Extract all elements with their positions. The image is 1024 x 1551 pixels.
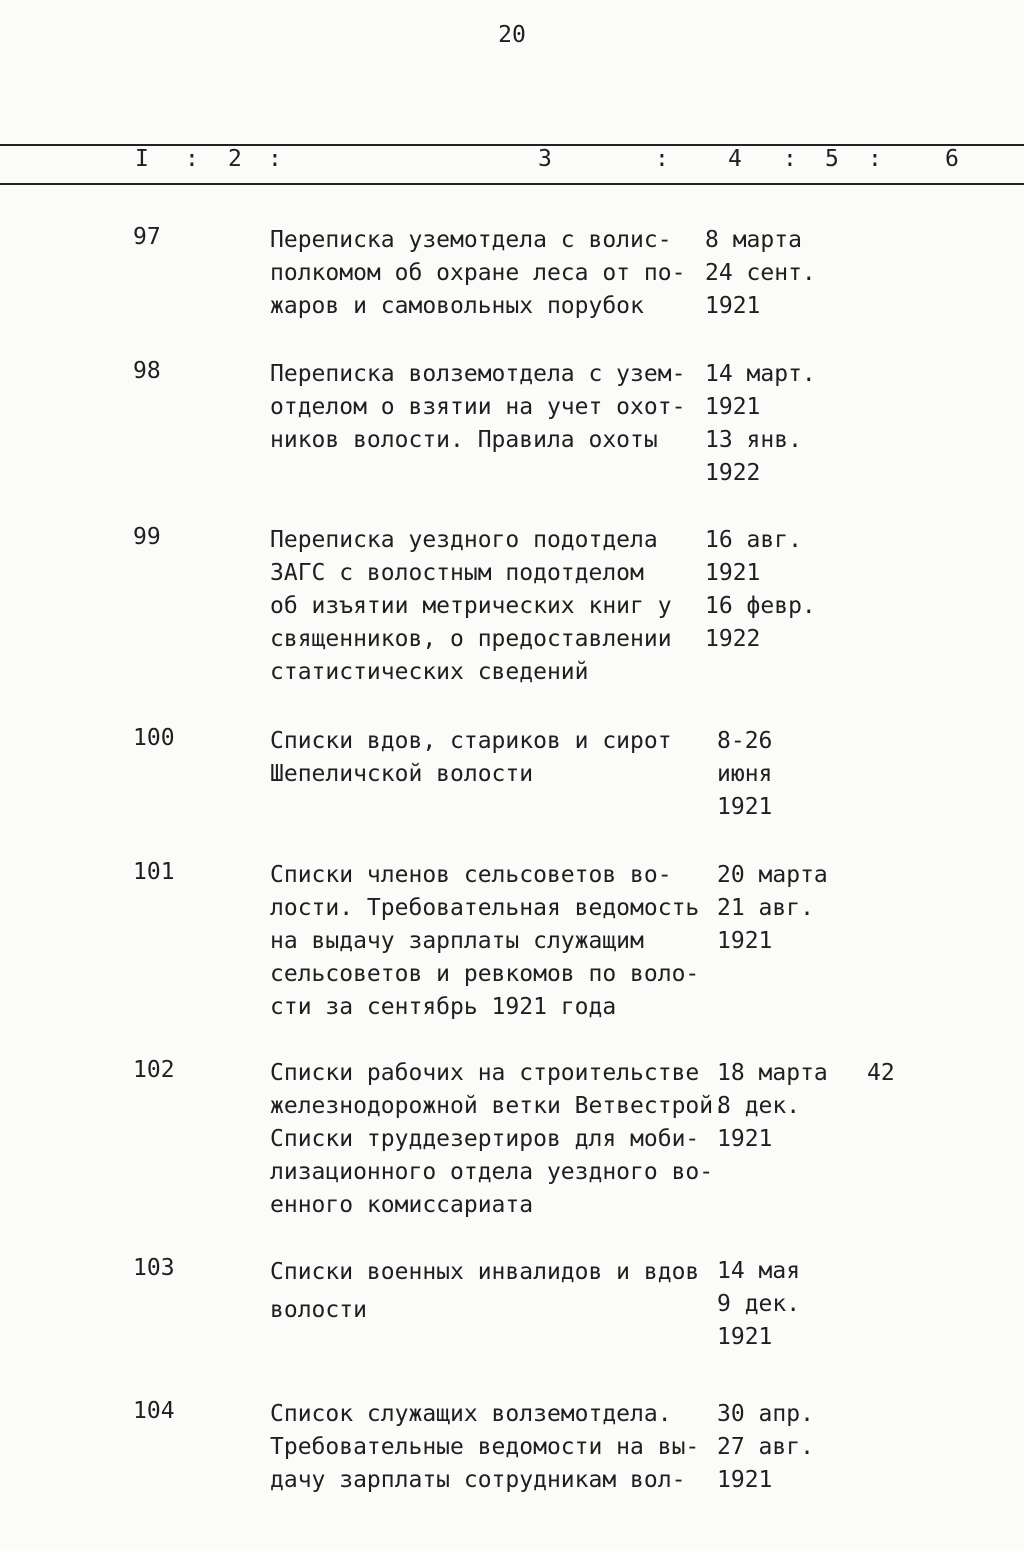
sheet-count: 42 bbox=[867, 1060, 895, 1086]
case-number: 103 bbox=[133, 1255, 175, 1281]
case-description bbox=[270, 1057, 727, 1222]
date-line: 16 февр. bbox=[705, 593, 816, 619]
description-line: енного комиссариата bbox=[270, 1192, 534, 1218]
case-description bbox=[270, 859, 699, 1024]
column-separator: : bbox=[185, 146, 199, 172]
column-header-4: 4 bbox=[728, 146, 742, 172]
date-line: 8-26 bbox=[717, 728, 773, 754]
date-line: 1921 bbox=[705, 394, 761, 420]
case-dates bbox=[705, 524, 816, 656]
case-description bbox=[270, 725, 672, 791]
description-line: Списки военных инвалидов и вдов bbox=[270, 1259, 700, 1285]
column-separator: : bbox=[868, 146, 882, 172]
date-line: июня bbox=[717, 761, 773, 787]
column-header-1: I bbox=[135, 146, 149, 172]
description-line: Списки членов сельсоветов во- bbox=[270, 862, 672, 888]
description-line: на выдачу зарплаты служащим bbox=[270, 928, 644, 954]
description-line: Шепеличской волости bbox=[270, 761, 534, 787]
case-description bbox=[270, 524, 672, 689]
description-line: Список служащих волземотдела. bbox=[270, 1401, 672, 1427]
date-line: 1921 bbox=[717, 1467, 773, 1493]
description-line: Переписка уездного подотдела bbox=[270, 527, 658, 553]
description-line: лизационного отдела уездного во- bbox=[270, 1159, 714, 1185]
case-description bbox=[270, 358, 685, 457]
case-dates bbox=[717, 1255, 800, 1354]
description-line: сти за сентябрь 1921 года bbox=[270, 994, 617, 1020]
date-line: 14 март. bbox=[705, 361, 816, 387]
description-line: лости. Требовательная ведомость bbox=[270, 895, 700, 921]
column-header-2: 2 bbox=[228, 146, 242, 172]
case-dates bbox=[717, 1398, 814, 1497]
date-line: 16 авг. bbox=[705, 527, 802, 553]
case-number: 100 bbox=[133, 725, 175, 751]
column-header-6: 6 bbox=[945, 146, 959, 172]
description-line: сельсоветов и ревкомов по воло- bbox=[270, 961, 700, 987]
description-line: Списки вдов, стариков и сирот bbox=[270, 728, 672, 754]
date-line: 1921 bbox=[705, 560, 761, 586]
date-line: 8 дек. bbox=[717, 1093, 801, 1119]
case-number: 98 bbox=[133, 358, 161, 384]
date-line: 1921 bbox=[705, 293, 761, 319]
description-line: отделом о взятии на учет охот- bbox=[270, 394, 686, 420]
description-line: дачу зарплаты сотрудникам вол- bbox=[270, 1467, 686, 1493]
description-line: полкомом об охране леса от по- bbox=[270, 260, 686, 286]
description-line: Требовательные ведомости на вы- bbox=[270, 1434, 700, 1460]
date-line: 21 авг. bbox=[717, 895, 814, 921]
description-line: ников волости. Правила охоты bbox=[270, 427, 658, 453]
description-line: Списки рабочих на строительстве bbox=[270, 1060, 700, 1086]
date-line: 9 дек. bbox=[717, 1291, 801, 1317]
description-line: жаров и самовольных порубок bbox=[270, 293, 644, 319]
column-separator: : bbox=[268, 146, 282, 172]
description-line: ЗАГС с волостным подотделом bbox=[270, 560, 644, 586]
description-line: статистических сведений bbox=[270, 659, 589, 685]
case-number: 99 bbox=[133, 524, 161, 550]
column-header-3: 3 bbox=[538, 146, 552, 172]
date-line: 1921 bbox=[717, 1324, 773, 1350]
header-bottom-rule bbox=[0, 183, 1024, 185]
date-line: 20 марта bbox=[717, 862, 828, 888]
case-description bbox=[270, 1255, 699, 1327]
description-line: Переписка уземотдела с волис- bbox=[270, 227, 672, 253]
case-number: 101 bbox=[133, 859, 175, 885]
date-line: 14 мая bbox=[717, 1258, 801, 1284]
date-line: 13 янв. bbox=[705, 427, 802, 453]
date-line: 1922 bbox=[705, 626, 761, 652]
column-separator: : bbox=[655, 146, 669, 172]
case-number: 102 bbox=[133, 1057, 175, 1083]
case-description bbox=[270, 1398, 699, 1497]
description-line: железнодорожной ветки Ветвестрой. bbox=[270, 1093, 727, 1119]
date-line: 24 сент. bbox=[705, 260, 816, 286]
date-line: 1922 bbox=[705, 460, 761, 486]
case-dates bbox=[705, 358, 816, 490]
date-line: 8 марта bbox=[705, 227, 802, 253]
case-dates bbox=[705, 224, 816, 323]
description-line: Списки труддезертиров для моби- bbox=[270, 1126, 700, 1152]
column-header-5: 5 bbox=[825, 146, 839, 172]
case-number: 97 bbox=[133, 224, 161, 250]
description-line: Переписка волземотдела с узем- bbox=[270, 361, 686, 387]
page-number: 20 bbox=[498, 22, 526, 48]
column-separator: : bbox=[783, 146, 797, 172]
case-number: 104 bbox=[133, 1398, 175, 1424]
date-line: 1921 bbox=[717, 928, 773, 954]
case-dates bbox=[717, 1057, 828, 1156]
date-line: 18 марта bbox=[717, 1060, 828, 1086]
description-line: волости bbox=[270, 1297, 367, 1323]
date-line: 1921 bbox=[717, 794, 773, 820]
case-description bbox=[270, 224, 685, 323]
description-line: об изъятии метрических книг у bbox=[270, 593, 672, 619]
description-line: священников, о предоставлении bbox=[270, 626, 672, 652]
case-dates bbox=[717, 859, 828, 958]
date-line: 30 апр. bbox=[717, 1401, 814, 1427]
date-line: 1921 bbox=[717, 1126, 773, 1152]
case-dates bbox=[717, 725, 772, 824]
date-line: 27 авг. bbox=[717, 1434, 814, 1460]
